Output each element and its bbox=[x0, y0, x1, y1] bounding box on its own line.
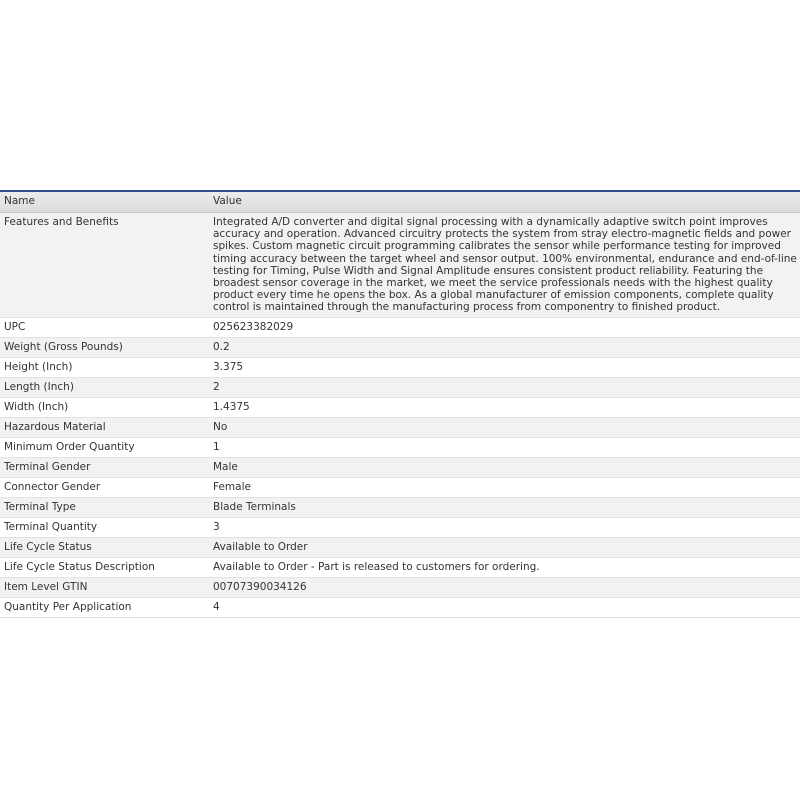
row-value: Female bbox=[209, 477, 800, 497]
row-name: Life Cycle Status bbox=[0, 537, 209, 557]
row-name: Length (Inch) bbox=[0, 377, 209, 397]
row-name: Quantity Per Application bbox=[0, 597, 209, 617]
table-row bbox=[0, 213, 800, 318]
table-row bbox=[0, 337, 800, 357]
row-name: Connector Gender bbox=[0, 477, 209, 497]
table-row bbox=[0, 517, 800, 537]
table-row bbox=[0, 377, 800, 397]
row-name: Width (Inch) bbox=[0, 397, 209, 417]
row-name: Terminal Gender bbox=[0, 457, 209, 477]
row-value: 0.2 bbox=[209, 337, 800, 357]
specifications-panel bbox=[0, 190, 800, 618]
table-row bbox=[0, 597, 800, 617]
table-row bbox=[0, 417, 800, 437]
row-name: Minimum Order Quantity bbox=[0, 437, 209, 457]
row-value: Integrated A/D converter and digital signal processing with a dynamically adaptive switch point improves accuracy and operation. Advanced circuitry protects the system from stray electro-magnetic fields and power spikes. Custom magnetic circuit programming calibrates the sensor while performance testing for improved timing accuracy between the target wheel and sensor output. 100% environmental, endurance and end-of-line testing for Timing, Pulse Width and Signal Amplitude ensures consistent product reliability. Featuring the broadest sensor coverage in the market, we meet the service professionals needs with the highest quality product every time he opens the box. As a global manufacturer of emission components, complete quality control is maintained through the manufacturing process from componentry to finished product. bbox=[209, 213, 800, 318]
row-name: UPC bbox=[0, 317, 209, 337]
row-value: 025623382029 bbox=[209, 317, 800, 337]
table-row bbox=[0, 457, 800, 477]
table-row bbox=[0, 477, 800, 497]
row-value: 00707390034126 bbox=[209, 577, 800, 597]
row-name: Item Level GTIN bbox=[0, 577, 209, 597]
row-value: Male bbox=[209, 457, 800, 477]
row-name: Terminal Quantity bbox=[0, 517, 209, 537]
row-value: 1 bbox=[209, 437, 800, 457]
row-value: Available to Order - Part is released to customers for ordering. bbox=[209, 557, 800, 577]
row-value: Blade Terminals bbox=[209, 497, 800, 517]
table-row bbox=[0, 537, 800, 557]
row-name: Features and Benefits bbox=[0, 213, 209, 318]
table-row bbox=[0, 577, 800, 597]
table-row bbox=[0, 357, 800, 377]
table-row bbox=[0, 437, 800, 457]
row-value: Available to Order bbox=[209, 537, 800, 557]
column-header-name: Name bbox=[0, 192, 209, 213]
row-name: Weight (Gross Pounds) bbox=[0, 337, 209, 357]
specifications-table bbox=[0, 192, 800, 618]
row-value: 2 bbox=[209, 377, 800, 397]
column-header-value: Value bbox=[209, 192, 800, 213]
table-header-row bbox=[0, 192, 800, 213]
row-value: 4 bbox=[209, 597, 800, 617]
row-name: Terminal Type bbox=[0, 497, 209, 517]
table-row bbox=[0, 497, 800, 517]
row-value: 3 bbox=[209, 517, 800, 537]
row-value: 3.375 bbox=[209, 357, 800, 377]
table-row bbox=[0, 317, 800, 337]
table-row bbox=[0, 557, 800, 577]
row-name: Height (Inch) bbox=[0, 357, 209, 377]
row-value: No bbox=[209, 417, 800, 437]
row-value: 1.4375 bbox=[209, 397, 800, 417]
table-row bbox=[0, 397, 800, 417]
row-name: Life Cycle Status Description bbox=[0, 557, 209, 577]
row-name: Hazardous Material bbox=[0, 417, 209, 437]
